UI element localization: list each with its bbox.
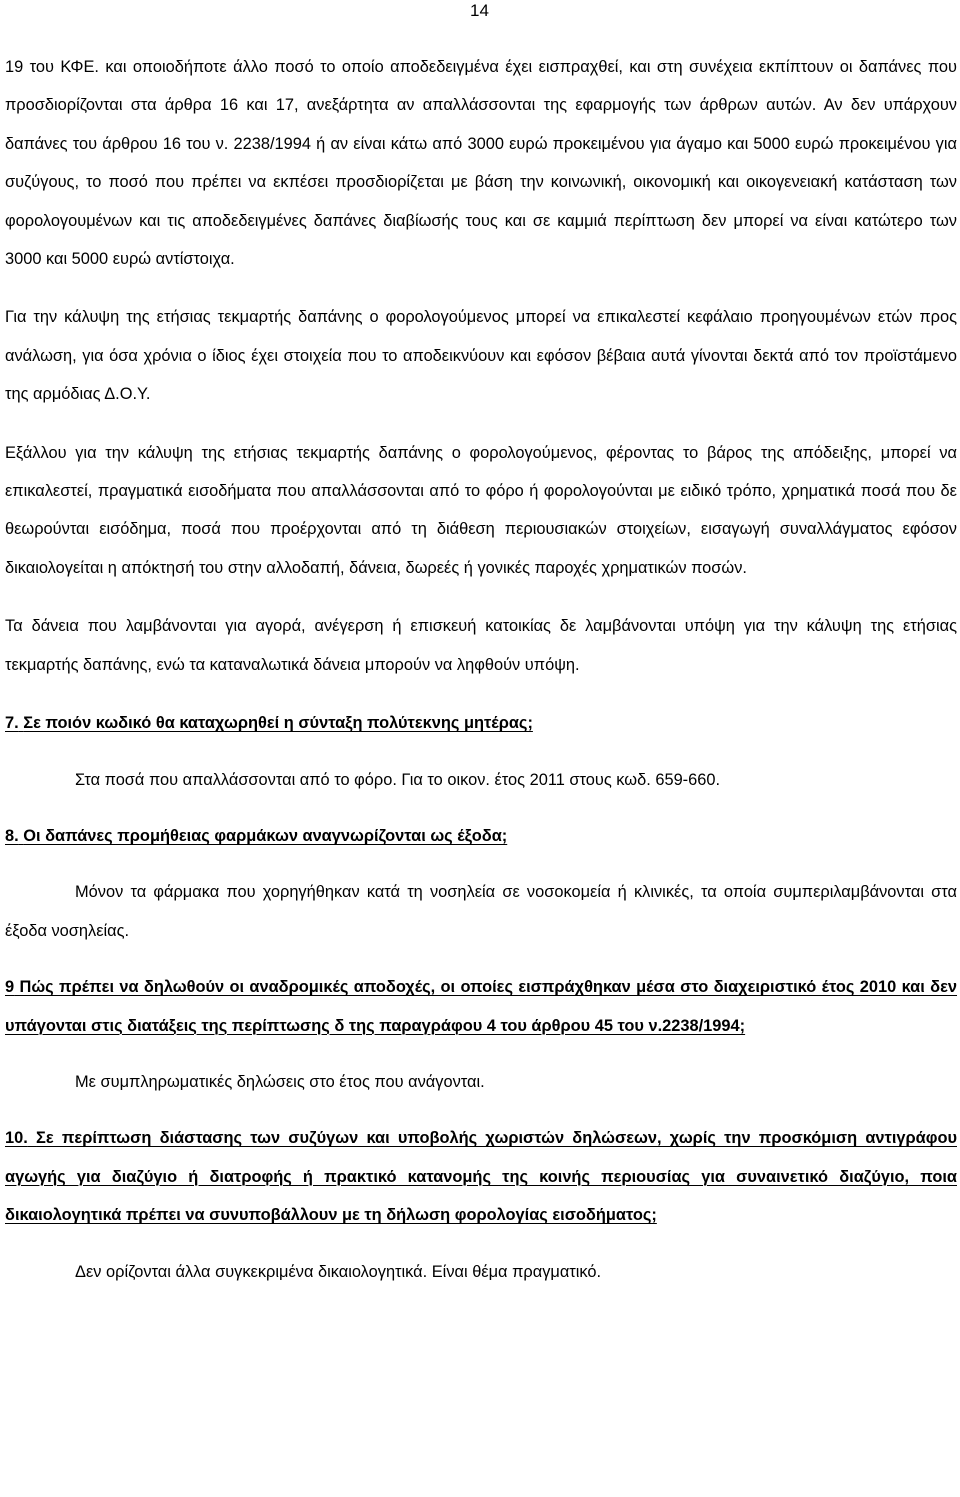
question-heading (5, 1119, 957, 1234)
page-number: 14 (470, 1, 489, 20)
paragraph: Για την κάλυψη της ετήσιας τεκμαρτής δαπάνης ο φορολογούμενος μπορεί να επικαλεστεί κεφάλαιο προηγουμένων ετών προς ανάλωση, για όσα χρόνια ο ίδιος έχει στοιχεία που το αποδεικνύουν και εφόσον βέβαια αυτά γίνονται δεκτά από τον προϊστάμενο της αρμόδιας Δ.Ο.Υ. (5, 308, 957, 404)
question-text: Σε περίπτωση διάστασης των συζύγων και υποβολής χωριστών δηλώσεων, χωρίς την προσκόμιση αντιγράφου αγωγής για διαζύγιο ή διατροφής ή πρακτικό κατανομής της κοινής περιουσίας για συναινετικό διαζύγιο, ποια δικαιολογητικά πρέπει να συνυποβάλλουν με τη δήλωση φορολογίας εισοδήματος; (5, 1129, 957, 1225)
paragraph: Τα δάνεια που λαμβάνονται για αγορά, ανέγερση ή επισκευή κατοικίας δε λαμβάνονται υπόψη για την κάλυψη της ετήσιας τεκμαρτής δαπάνης, ενώ τα καταναλωτικά δάνεια μπορούν να ληφθούν υπόψη. (5, 617, 957, 674)
question-text: Πώς πρέπει να δηλωθούν οι αναδρομικές αποδοχές, οι οποίες εισπράχθηκαν μέσα στο διαχειριστικό έτος 2010 και δεν υπάγονται στις διατάξεις της περίπτωσης δ της παραγράφου 4 του άρθρου 45 του ν.2238/1994; (5, 978, 958, 1035)
answer-text: Με συμπληρωματικές δηλώσεις στο έτος που ανάγονται. (75, 1072, 485, 1091)
paragraph: 19 του ΚΦΕ. και οποιοδήποτε άλλο ποσό το οποίο αποδεδειγμένα έχει εισπραχθεί, και στη συνέχεια εκπίπτουν οι δαπάνες που προσδιορίζονται στα άρθρα 16 και 17, ανεξάρτητα αν απαλλάσσονται της εφαρμογής των άρθρων αυτών. Αν δεν υπάρχουν δαπάνες του άρθρου 16 του ν. 2238/1994 ή αν είναι κάτω από 3000 ευρώ προκειμένου για άγαμο και 5000 ευρώ προκειμένου για συζύγους, το ποσό που πρέπει να εκπέσει προσδιορίζεται με βάση την κοινωνική, οικονομική και οικογενειακή κατάσταση των φορολογουμένων και τις αποδεδειγμένες δαπάνες διαβίωσής τους και σε καμμιά περίπτωση δεν μπορεί να είναι κατώτερο των 3000 και 5000 ευρώ αντίστοιχα. (5, 58, 957, 269)
question-heading (5, 968, 957, 1045)
question-number: 9 (5, 978, 15, 997)
question-number: 10. (5, 1129, 28, 1148)
question-heading (5, 817, 957, 855)
question-text: Οι δαπάνες προμήθειας φαρμάκων αναγνωρίζονται ως έξοδα; (23, 826, 508, 845)
answer-text: Δεν ορίζονται άλλα συγκεκριμένα δικαιολογητικά. Είναι θέμα πραγματικό. (75, 1262, 602, 1281)
answer-text: Μόνον τα φάρμακα που χορηγήθηκαν κατά τη νοσηλεία σε νοσοκομεία ή κλινικές, τα οποία συμπεριλαμβάνονται στα έξοδα νοσηλείας. (5, 883, 957, 940)
question-heading (5, 704, 957, 742)
question-text: Σε ποιόν κωδικό θα καταχωρηθεί η σύνταξη πολύτεκνης μητέρας; (23, 714, 533, 733)
paragraph: Εξάλλου για την κάλυψη της ετήσιας τεκμαρτής δαπάνης ο φορολογούμενος, φέροντας το βάρος της απόδειξης, μπορεί να επικαλεστεί, πραγματικά εισοδήματα που απαλλάσσονται από το φόρο ή φορολογούνται με ειδικό τρόπο, χρηματικά ποσά που δε θεωρούνται εισόδημα, ποσά που προέρχονται από τη διάθεση περιουσιακών στοιχείων, εισαγωγή συναλλάγματος εφόσον δικαιολογείται η απόκτησή του στην αλλοδαπή, δάνεια, δωρεές ή γονικές παροχές χρηματικών ποσών. (5, 443, 957, 577)
document-body (5, 48, 957, 1291)
answer-text: Στα ποσά που απαλλάσσονται από το φόρο. Για το οικον. έτος 2011 στους κωδ. 659-660. (75, 770, 721, 789)
question-number: 7. (5, 714, 19, 733)
question-number: 8. (5, 826, 19, 845)
